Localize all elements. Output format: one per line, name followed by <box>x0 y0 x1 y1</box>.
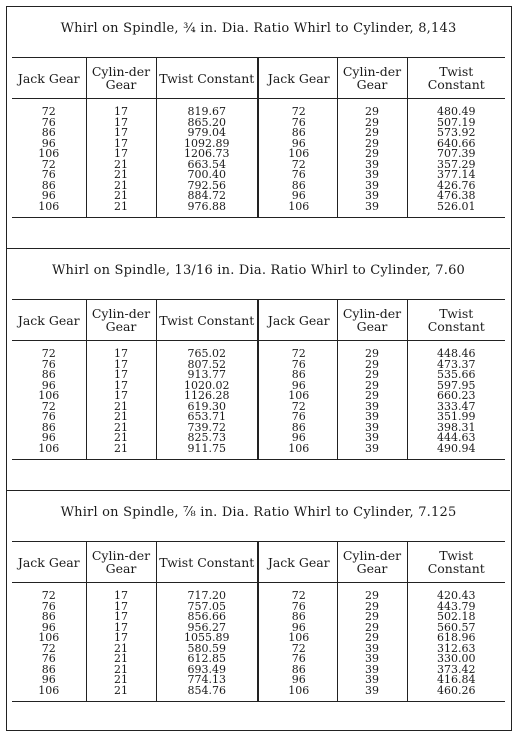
cylinder-gear-cell: 39 <box>337 654 407 665</box>
table-row <box>12 602 505 613</box>
table-row <box>12 644 505 655</box>
jack-gear-header: Jack Gear <box>12 300 86 341</box>
section-title: Whirl on Spindle, 13/16 in. Dia. Ratio Whirl to Cylinder, 7.60 <box>51 263 466 278</box>
twist-constant-cell: 333.47 <box>437 399 476 413</box>
twist-constant-cell: 1020.02 <box>156 381 258 392</box>
cylinder-gear-cell: 21 <box>86 654 156 665</box>
table-row <box>12 686 505 702</box>
cylinder-gear-cell: 29 <box>337 341 407 360</box>
twist-constant-cell: 884.72 <box>156 191 258 202</box>
twist-constant-cell: 573.92 <box>437 126 476 139</box>
jack-gear-cell: 96 <box>261 623 337 634</box>
jack-gear-cell: 72 <box>12 583 86 602</box>
jack-gear-cell: 72 <box>12 402 86 413</box>
jack-gear-cell: 106 <box>12 633 86 644</box>
jack-gear-cell: 86 <box>261 128 337 139</box>
table-row <box>12 665 505 676</box>
header-row <box>12 58 505 99</box>
table-row <box>12 160 505 171</box>
twist-constant-cell: 618.96 <box>437 631 476 644</box>
twist-constant-cell: 473.37 <box>437 357 476 371</box>
twist-constant-cell: 443.79 <box>437 599 476 613</box>
twist-constant-cell: 854.76 <box>156 686 258 702</box>
jack-gear-cell: 86 <box>12 423 86 434</box>
section <box>7 248 510 491</box>
twist-constant-cell: 597.95 <box>437 378 476 392</box>
twist-constant-cell: 312.63 <box>437 641 476 655</box>
cylinder-gear-cell: 29 <box>337 623 407 634</box>
cylinder-gear-cell: 17 <box>86 360 156 371</box>
cylinder-gear-cell: 39 <box>337 181 407 192</box>
jack-gear-cell: 86 <box>261 612 337 623</box>
twist-constant-cell: 765.02 <box>156 341 258 360</box>
jack-gear-cell: 86 <box>261 370 337 381</box>
cylinder-gear-cell: 29 <box>337 391 407 402</box>
gear-table <box>12 57 505 218</box>
table-row <box>12 341 505 360</box>
cylinder-gear-cell: 17 <box>86 118 156 129</box>
jack-gear-cell: 106 <box>261 444 337 460</box>
jack-gear-cell: 72 <box>261 160 337 171</box>
jack-gear-cell: 72 <box>12 644 86 655</box>
twist-constant-cell: 819.67 <box>156 99 258 118</box>
cylinder-gear-cell: 21 <box>86 644 156 655</box>
cylinder-gear-cell: 29 <box>337 128 407 139</box>
twist-constant-cell: 1092.89 <box>156 139 258 150</box>
jack-gear-cell: 106 <box>261 149 337 160</box>
twist-constant-cell: 865.20 <box>156 118 258 129</box>
twist-constant-cell: 507.19 <box>437 115 476 129</box>
cylinder-gear-cell: 21 <box>86 170 156 181</box>
jack-gear-cell: 76 <box>261 360 337 371</box>
cylinder-gear-cell: 29 <box>337 360 407 371</box>
jack-gear-cell: 106 <box>261 202 337 218</box>
twist-constant-header: Twist Constant <box>407 300 505 341</box>
table-row <box>12 583 505 602</box>
twist-constant-cell: 560.57 <box>437 620 476 634</box>
table-row <box>12 423 505 434</box>
table-row <box>12 623 505 634</box>
jack-gear-cell: 76 <box>261 170 337 181</box>
jack-gear-cell: 76 <box>261 654 337 665</box>
jack-gear-header: Jack Gear <box>261 300 337 341</box>
twist-constant-cell: 357.29 <box>437 157 476 171</box>
jack-gear-cell: 76 <box>261 118 337 129</box>
twist-constant-cell: 640.66 <box>437 136 476 150</box>
cylinder-gear-header: Cylin-der Gear <box>337 58 407 99</box>
table-row <box>12 412 505 423</box>
jack-gear-cell: 106 <box>12 444 86 460</box>
table-row <box>12 202 505 218</box>
twist-constant-cell: 913.77 <box>156 370 258 381</box>
table-row <box>12 370 505 381</box>
jack-gear-cell: 96 <box>261 433 337 444</box>
cylinder-gear-cell: 29 <box>337 602 407 613</box>
twist-constant-cell: 330.00 <box>437 652 476 665</box>
table-row <box>12 149 505 160</box>
jack-gear-cell: 86 <box>261 423 337 434</box>
twist-constant-cell: 535.66 <box>437 368 476 381</box>
cylinder-gear-cell: 17 <box>86 391 156 402</box>
jack-gear-cell: 76 <box>261 412 337 423</box>
jack-gear-cell: 72 <box>261 644 337 655</box>
table-row <box>12 139 505 150</box>
twist-constant-cell: 663.54 <box>156 160 258 171</box>
table-row <box>12 612 505 623</box>
cylinder-gear-header: Cylin-der Gear <box>86 542 156 583</box>
jack-gear-cell: 96 <box>12 191 86 202</box>
cylinder-gear-cell: 39 <box>337 433 407 444</box>
cylinder-gear-cell: 39 <box>337 402 407 413</box>
twist-constant-header: Twist Constant <box>407 58 505 99</box>
jack-gear-cell: 106 <box>12 391 86 402</box>
cylinder-gear-cell: 17 <box>86 341 156 360</box>
table-row <box>12 191 505 202</box>
twist-constant-cell: 660.23 <box>437 389 476 402</box>
twist-constant-cell: 911.75 <box>156 444 258 460</box>
twist-constant-cell: 1055.89 <box>156 633 258 644</box>
table-row <box>12 402 505 413</box>
cylinder-gear-header: Cylin-der Gear <box>337 542 407 583</box>
twist-constant-cell: 619.30 <box>156 402 258 413</box>
table-row <box>12 391 505 402</box>
twist-constant-cell: 476.38 <box>437 189 476 202</box>
cylinder-gear-cell: 21 <box>86 665 156 676</box>
twist-constant-cell: 1206.73 <box>156 149 258 160</box>
cylinder-gear-cell: 21 <box>86 433 156 444</box>
cylinder-gear-cell: 21 <box>86 181 156 192</box>
jack-gear-cell: 76 <box>12 118 86 129</box>
gear-table <box>12 299 505 460</box>
twist-constant-document <box>6 6 512 731</box>
cylinder-gear-cell: 17 <box>86 381 156 392</box>
jack-gear-cell: 72 <box>261 341 337 360</box>
jack-gear-cell: 96 <box>261 381 337 392</box>
cylinder-gear-cell: 21 <box>86 686 156 702</box>
table-row <box>12 360 505 371</box>
jack-gear-cell: 76 <box>12 602 86 613</box>
table-row <box>12 654 505 665</box>
table-row <box>12 381 505 392</box>
jack-gear-cell: 86 <box>12 181 86 192</box>
cylinder-gear-cell: 29 <box>337 381 407 392</box>
twist-constant-cell: 700.40 <box>156 170 258 181</box>
jack-gear-cell: 72 <box>261 583 337 602</box>
jack-gear-cell: 76 <box>12 170 86 181</box>
cylinder-gear-cell: 17 <box>86 370 156 381</box>
jack-gear-cell: 106 <box>12 149 86 160</box>
jack-gear-cell: 86 <box>12 612 86 623</box>
jack-gear-cell: 76 <box>12 654 86 665</box>
jack-gear-cell: 96 <box>12 675 86 686</box>
cylinder-gear-cell: 39 <box>337 412 407 423</box>
twist-constant-cell: 480.49 <box>437 105 476 118</box>
table-row <box>12 118 505 129</box>
cylinder-gear-cell: 21 <box>86 160 156 171</box>
jack-gear-cell: 72 <box>261 99 337 118</box>
table-row <box>12 170 505 181</box>
twist-constant-cell: 580.59 <box>156 644 258 655</box>
jack-gear-header: Jack Gear <box>261 542 337 583</box>
jack-gear-cell: 72 <box>261 402 337 413</box>
jack-gear-cell: 96 <box>261 191 337 202</box>
jack-gear-cell: 86 <box>12 128 86 139</box>
header-row <box>12 542 505 583</box>
cylinder-gear-cell: 29 <box>337 99 407 118</box>
twist-constant-header: Twist Constant <box>156 542 258 583</box>
cylinder-gear-cell: 29 <box>337 633 407 644</box>
jack-gear-cell: 72 <box>12 99 86 118</box>
cylinder-gear-cell: 29 <box>337 149 407 160</box>
table-row <box>12 633 505 644</box>
header-row <box>12 300 505 341</box>
cylinder-gear-header: Cylin-der Gear <box>337 300 407 341</box>
cylinder-gear-cell: 17 <box>86 633 156 644</box>
cylinder-gear-cell: 39 <box>337 170 407 181</box>
table-row <box>12 181 505 192</box>
section-title: Whirl on Spindle, ¾ in. Dia. Ratio Whirl to Cylinder, 8,143 <box>60 21 457 36</box>
jack-gear-cell: 96 <box>12 623 86 634</box>
cylinder-gear-cell: 17 <box>86 99 156 118</box>
jack-gear-cell: 106 <box>261 686 337 702</box>
section <box>7 7 510 248</box>
jack-gear-cell: 96 <box>12 139 86 150</box>
jack-gear-cell: 106 <box>12 202 86 218</box>
twist-constant-header: Twist Constant <box>407 542 505 583</box>
twist-constant-cell: 377.14 <box>437 168 476 181</box>
table-row <box>12 675 505 686</box>
cylinder-gear-cell: 17 <box>86 623 156 634</box>
twist-constant-cell: 956.27 <box>156 623 258 634</box>
cylinder-gear-cell: 21 <box>86 423 156 434</box>
table-row <box>12 99 505 118</box>
twist-constant-cell: 420.43 <box>437 589 476 602</box>
jack-gear-header: Jack Gear <box>12 58 86 99</box>
twist-constant-cell: 757.05 <box>156 602 258 613</box>
cylinder-gear-cell: 39 <box>337 665 407 676</box>
twist-constant-cell: 653.71 <box>156 412 258 423</box>
jack-gear-header: Jack Gear <box>12 542 86 583</box>
cylinder-gear-cell: 17 <box>86 583 156 602</box>
cylinder-gear-cell: 21 <box>86 202 156 218</box>
twist-constant-cell: 774.13 <box>156 675 258 686</box>
cylinder-gear-cell: 39 <box>337 191 407 202</box>
twist-constant-cell: 490.94 <box>407 444 505 460</box>
jack-gear-cell: 72 <box>12 341 86 360</box>
cylinder-gear-cell: 39 <box>337 444 407 460</box>
twist-constant-cell: 426.76 <box>437 178 476 192</box>
section <box>7 490 510 731</box>
table-row <box>12 433 505 444</box>
jack-gear-cell: 86 <box>261 665 337 676</box>
twist-constant-cell: 502.18 <box>437 610 476 623</box>
cylinder-gear-cell: 39 <box>337 675 407 686</box>
cylinder-gear-cell: 17 <box>86 128 156 139</box>
twist-constant-cell: 693.49 <box>156 665 258 676</box>
table-row <box>12 444 505 460</box>
cylinder-gear-cell: 29 <box>337 612 407 623</box>
twist-constant-cell: 979.04 <box>156 128 258 139</box>
twist-constant-cell: 717.20 <box>156 583 258 602</box>
cylinder-gear-cell: 39 <box>337 686 407 702</box>
cylinder-gear-cell: 39 <box>337 160 407 171</box>
twist-constant-cell: 373.42 <box>437 662 476 676</box>
twist-constant-cell: 612.85 <box>156 654 258 665</box>
jack-gear-cell: 72 <box>12 160 86 171</box>
jack-gear-cell: 86 <box>12 370 86 381</box>
cylinder-gear-cell: 17 <box>86 149 156 160</box>
twist-constant-cell: 526.01 <box>407 202 505 218</box>
cylinder-gear-cell: 21 <box>86 191 156 202</box>
twist-constant-cell: 807.52 <box>156 360 258 371</box>
twist-constant-cell: 825.73 <box>156 433 258 444</box>
cylinder-gear-cell: 39 <box>337 202 407 218</box>
jack-gear-cell: 96 <box>12 433 86 444</box>
cylinder-gear-cell: 29 <box>337 370 407 381</box>
cylinder-gear-cell: 17 <box>86 612 156 623</box>
cylinder-gear-header: Cylin-der Gear <box>86 58 156 99</box>
cylinder-gear-header: Cylin-der Gear <box>86 300 156 341</box>
gear-table <box>12 541 505 702</box>
cylinder-gear-cell: 21 <box>86 402 156 413</box>
twist-constant-cell: 460.26 <box>407 686 505 702</box>
twist-constant-cell: 398.31 <box>437 420 476 434</box>
twist-constant-cell: 792.56 <box>156 181 258 192</box>
jack-gear-cell: 86 <box>12 665 86 676</box>
jack-gear-cell: 106 <box>261 633 337 644</box>
jack-gear-cell: 76 <box>261 602 337 613</box>
cylinder-gear-cell: 21 <box>86 444 156 460</box>
jack-gear-cell: 96 <box>12 381 86 392</box>
twist-constant-cell: 416.84 <box>437 673 476 686</box>
jack-gear-cell: 106 <box>261 391 337 402</box>
section-title: Whirl on Spindle, ⅞ in. Dia. Ratio Whirl to Cylinder, 7.125 <box>60 505 457 520</box>
cylinder-gear-cell: 29 <box>337 118 407 129</box>
twist-constant-header: Twist Constant <box>156 58 258 99</box>
twist-constant-cell: 739.72 <box>156 423 258 434</box>
cylinder-gear-cell: 21 <box>86 412 156 423</box>
twist-constant-cell: 976.88 <box>156 202 258 218</box>
cylinder-gear-cell: 17 <box>86 602 156 613</box>
jack-gear-cell: 96 <box>261 675 337 686</box>
twist-constant-cell: 448.46 <box>437 347 476 360</box>
table-row <box>12 128 505 139</box>
twist-constant-header: Twist Constant <box>156 300 258 341</box>
cylinder-gear-cell: 17 <box>86 139 156 150</box>
cylinder-gear-cell: 29 <box>337 583 407 602</box>
jack-gear-cell: 106 <box>12 686 86 702</box>
twist-constant-cell: 707.39 <box>437 147 476 160</box>
jack-gear-cell: 96 <box>261 139 337 150</box>
twist-constant-cell: 351.99 <box>437 410 476 423</box>
cylinder-gear-cell: 39 <box>337 644 407 655</box>
cylinder-gear-cell: 39 <box>337 423 407 434</box>
cylinder-gear-cell: 29 <box>337 139 407 150</box>
twist-constant-cell: 856.66 <box>156 612 258 623</box>
twist-constant-cell: 444.63 <box>437 431 476 444</box>
cylinder-gear-cell: 21 <box>86 675 156 686</box>
jack-gear-cell: 86 <box>261 181 337 192</box>
twist-constant-cell: 1126.28 <box>156 391 258 402</box>
jack-gear-header: Jack Gear <box>261 58 337 99</box>
jack-gear-cell: 76 <box>12 412 86 423</box>
jack-gear-cell: 76 <box>12 360 86 371</box>
